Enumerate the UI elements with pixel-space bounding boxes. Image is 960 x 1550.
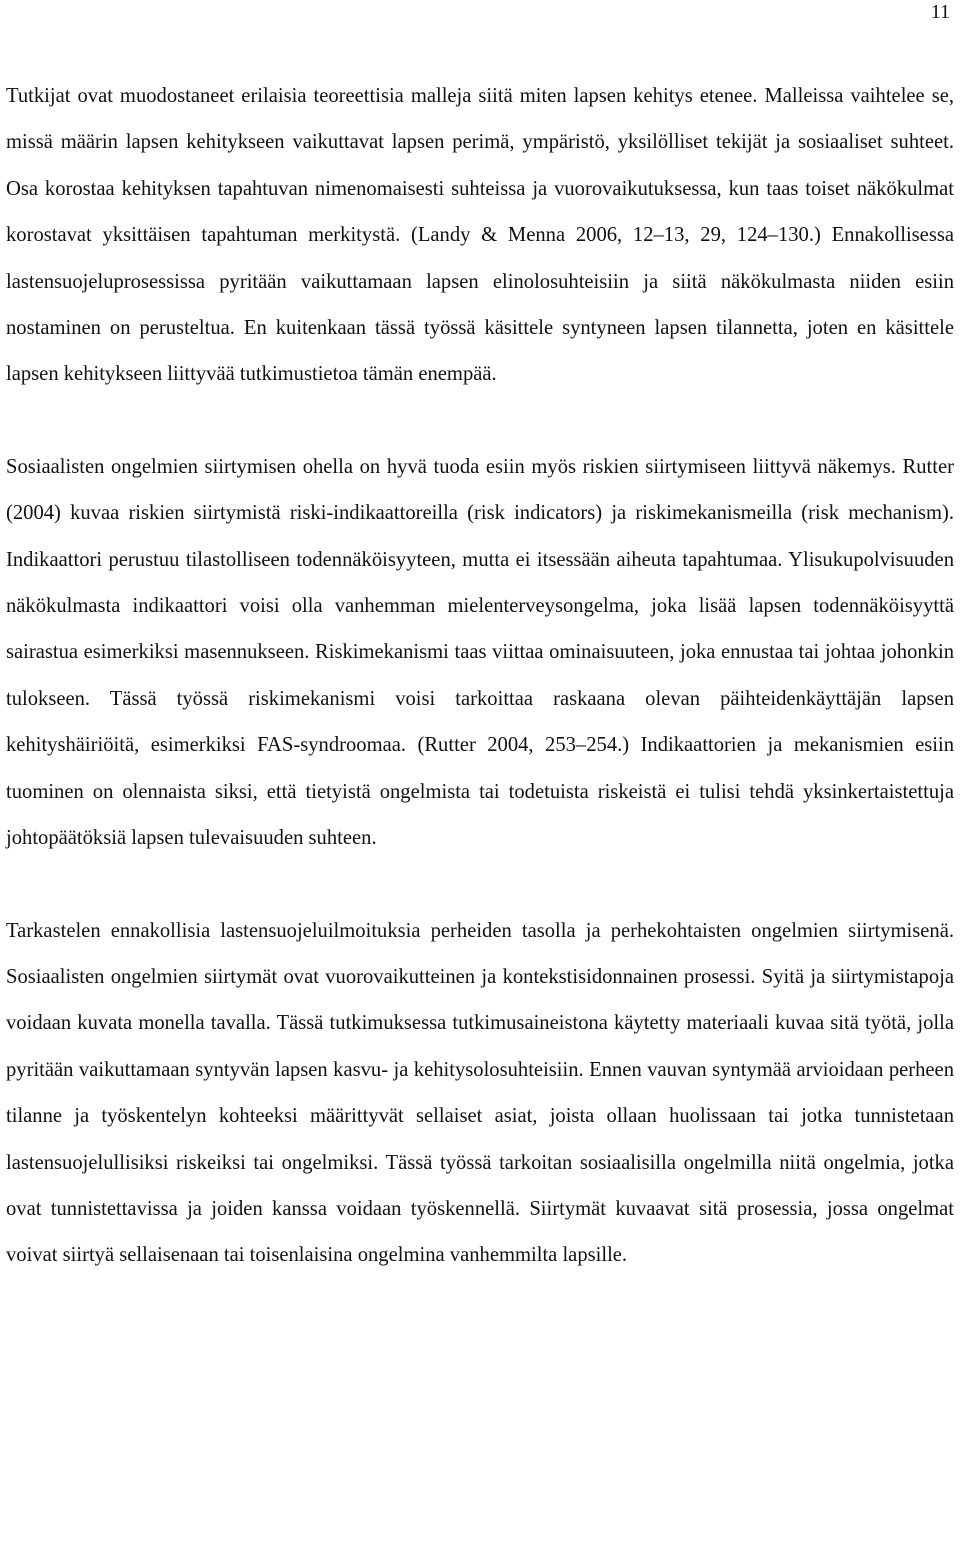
paragraph-study-focus: Tarkastelen ennakollisia lastensuojeluilmoituksia perheiden tasolla ja perhekohtaisten ongelmien siirtymisenä. Sosiaalisten ongelmien siirtymät ovat vuorovaikutteinen ja kontekstisidonnainen prosessi. Syitä ja siirtymistapoja voidaan kuvata monella tavalla. Tässä tutkimuksessa tutkimusaineistona käytetty materiaali kuvaa sitä työtä, jolla pyritään vaikuttamaan syntyvän lapsen kasvu- ja kehitysolosuhteisiin. Ennen vauvan syntymää arvioidaan perheen tilanne ja työskentelyn kohteeksi määrittyvät sellaiset asiat, joista ollaan huolissaan tai jotka tunnistetaan lastensuojelullisiksi riskeiksi tai ongelmiksi. Tässä työssä tarkoitan sosiaalisilla ongelmilla niitä ongelmia, jotka ovat tunnistettavissa ja joiden kanssa voidaan työskennellä. Siirtymät kuvaavat sitä prosessia, jossa ongelmat voivat siirtyä sellaisenaan tai toisenlaisina ongelmina vanhemmilta lapsille. [6,919,954,1267]
paragraph-risk-transmission: Sosiaalisten ongelmien siirtymisen ohella on hyvä tuoda esiin myös riskien siirtymiseen liittyvä näkemys. Rutter (2004) kuvaa riskien siirtymistä riski-indikaattoreilla (risk indicators) ja riskimekanismeilla (risk mechanism). Indikaattori perustuu tilastolliseen todennäköisyyteen, mutta ei itsessään aiheuta tapahtumaa. Ylisukupolvisuuden näkökulmasta indikaattori voisi olla vanhemman mielenterveysongelma, joka lisää lapsen todennäköisyyttä sairastua esimerkiksi masennukseen. Riskimekanismi taas viittaa ominaisuuteen, joka ennustaa tai johtaa johonkin tulokseen. Tässä työssä riskimekanismi voisi tarkoittaa raskaana olevan päihteidenkäyttäjän lapsen kehityshäiriöitä, esimerkiksi FAS-syndroomaa. (Rutter 2004, 253‒254.) Indikaattorien ja mekanismien esiin tuominen on olennaista siksi, että tietyistä ongelmista tai todetuista riskeistä ei tulisi tehdä yksinkertaistettuja johtopäätöksiä lapsen tulevaisuuden suhteen. [6,455,954,850]
body-text [6,73,954,1279]
paragraph-child-development: Tutkijat ovat muodostaneet erilaisia teoreettisia malleja siitä miten lapsen kehitys etenee. Malleissa vaihtelee se, missä määrin lapsen kehitykseen vaikuttavat lapsen perimä, ympäristö, yksilölliset tekijät ja sosiaaliset suhteet. Osa korostaa kehityksen tapahtuvan nimenomaisesti suhteissa ja vuorovaikutuksessa, kun taas toiset näkökulmat korostavat yksittäisen tapahtuman merkitystä. (Landy & Menna 2006, 12‒13, 29, 124‒130.) Ennakollisessa lastensuojeluprosessissa pyritään vaikuttamaan lapsen elinolosuhteisiin ja siitä näkökulmasta niiden esiin nostaminen on perusteltua. En kuitenkaan tässä työssä käsittele syntyneen lapsen tilannetta, joten en käsittele lapsen kehitykseen liittyvää tutkimustietoa tämän enempää. [6,85,954,386]
page-number: 11 [930,1,950,23]
